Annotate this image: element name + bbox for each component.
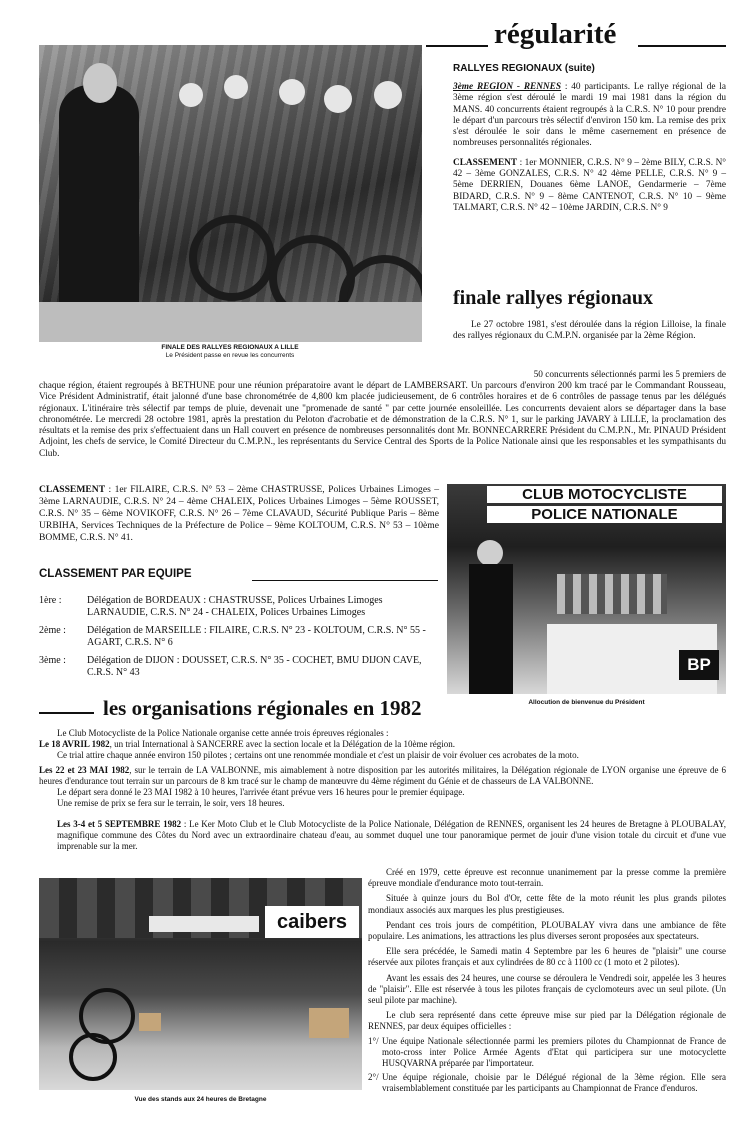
subtitle-rallyes: RALLYES REGIONAUX (suite) <box>453 63 595 74</box>
title-rule-right <box>638 45 726 47</box>
event3-text: : Le Ker Moto Club et le Club Motocycliste de la Police Nationale, Délégation de RENNES, organisent les 24 heures de Bretagne à PLOUBALAY, magnifique commune des Côtes du Nord avec un extraordinaire chateau d'eau, au sommet duquel une tour panoramique permet de jouir d'une vision totale du circuit et d'une vue imprenable sur la mer. <box>57 819 726 852</box>
event2-detail: Le départ sera donné le 23 MAI 1982 à 10 heures, l'arrivée étant prévue vers 16 heures pour le premier équipage. <box>57 787 465 798</box>
event1-detail: Ce trial attire chaque année environ 150 pilotes ; certains ont une renommée mondiale et c'est un plaisir de voir évoluer ces acrobates de la moto. <box>57 750 579 761</box>
finale-title: finale rallyes régionaux <box>453 287 653 309</box>
event3-date: Les 3-4 et 5 SEPTEMBRE 1982 <box>57 819 182 829</box>
region3-classement: : 1er MONNIER, C.R.S. N° 9 – 2ème BILY, C.R.S. N° 42 – 3ème GONZALES, C.R.S. N° 42 4ème PELLE, C.R.S. N° 9 – 5ème DERRIEN, Douanes 6ème LANOE, Gendarmerie – 7ème BIDARD, C.R.S. N° 9 – 8ème CANTENOT, C.R.S. N° 10 – 9ème TALMART, C.R.S. N° 42 – 10ème JARDIN, C.R.S. N° 9 <box>453 157 727 213</box>
finale-intro: Le 27 octobre 1981, s'est déroulée dans la région Lilloise, la finale des rallyes régionaux du C.M.P.N. organisée par la 2ème Région. <box>453 320 726 342</box>
orga-rule <box>39 712 94 714</box>
event3-p5: Avant les essais des 24 heures, une course se déroulera le Vendredi soir, appelée les 3 heures de "plaisir". Elle est réservée à tous les pilotes français de cyclomoteurs avec un seul pilote. (Un seul pilote par machine). <box>368 972 726 1006</box>
team-item <box>368 1036 726 1070</box>
event3-p1: Créé en 1979, cette épreuve est reconnue unanimement par la presse comme la première épreuve mondiale d'endurance moto tout-terrain. <box>368 867 726 889</box>
finale-para: chaque région, étaient regroupés à BETHUNE pour une réunion préparatoire avant le départ de LAMBERSART. Un parcours d'environ 200 km tracé par le Commandant Rousseau, Vice Président Administratif, était jalonné d'une base chronométrée de 4,800 km placée judicieusement, de 6 contrôles horaires et de 6 contrôles de passage tenus par les délégués régionaux. L'itinéraire très sélectif par temps de pluie, devenait une "promenade de santé " par cette journée ensoleillée. Les concurrents devaient alors se départager dans la base chronométrée. Le mercredi 28 octobre 1981, après la prestation du Peloton d'acrobatie et de démonstration de la C.R.S. N° 1, sur le parking JAVARY à LILLE, la proclamation des résultats et la remise des prix s'effectuaient dans un Hall couvert en présence de nombreuses personnalités dont Mr. BONNECARRERE Président du C.M.P.N., Mr. PINAUD Président Adjoint, les chefs de service, le Comité Directeur du C.M.P.N., les représentants du Service Central des Sports de la Police Nationale ainsi que les responsables et les sympathisants du Club. <box>39 381 726 459</box>
team-text: Une équipe Nationale sélectionnée parmi les premiers pilotes du Championnat de France de moto-cross inter Police Armée Agents d'Etat qui participera sur une motocyclette HUSQVARNA préparée par l'importateur. <box>382 1035 726 1069</box>
banner-caibers: caibers <box>265 906 359 938</box>
event2-date: Les 22 et 23 MAI 1982 <box>39 764 130 775</box>
equipe-rank: 2ème : <box>39 625 66 636</box>
region3-text: : 40 participants. Le rallye régional de la 3ème région s'est déroulé le mardi 19 mai 1981 dans la région du MANS. 40 concurrents étaient regroupés à la C.R.S. N° 10 pour prendre le départ d'un parcours très sélectif d'environ 150 km. La remise des prix s'est déroulée le soir dans le même casernement en présence de nombreuses personnalités régionales. <box>453 82 726 149</box>
team-text: Une équipe régionale, choisie par le Délégué régional de la 3ème région. Elle sera vraisemblablement constituée par les participants au Championnat de France d'enduros. <box>382 1072 726 1094</box>
event3-p3: Pendant ces trois jours de compétition, PLOUBALAY vivra dans une ambiance de fête populaire. Les animations, les attractions les plus diverses seront proposées aux spectateurs. <box>368 919 726 942</box>
finale-classement: : 1er FILAIRE, C.R.S. N° 53 – 2ème CHASTRUSSE, Polices Urbaines Limoges – 3ème LARNAUDIE, C.R.S. N° 24 – 4ème CHALEIX, Polices Urbaines Limoges – 5ème ROUSSET, C.R.S. N° 35 – 6ème NOVIKOFF, C.R.S. N° 26 – 7ème CLAVAUD, Sécurité Publique Paris – 8ème URBIHA, Services Techniques de la Préfecture de Police – 9ème KOLTOUM, C.R.S. N° 53 – 10ème BOMME, C.R.S. N° 41. <box>39 484 439 543</box>
finale-para-start: 50 concurrents sélectionnés parmi les 5 premiers de <box>533 370 726 380</box>
equipe-text: Délégation de DIJON : DOUSSET, C.R.S. N° 35 - COCHET, BMU DIJON CAVE, C.R.S. N° 43 <box>87 655 422 678</box>
equipe-row <box>39 655 439 679</box>
event3-p4: Elle sera précédée, le Samedi matin 4 Septembre par les 6 heures de "plaisir" une course réservée aux pilotes français et aux cylindrées de 80 cc à 1100 cc (1 moto et 2 pilotes). <box>368 946 726 968</box>
event3-p2: Située à quinze jours du Bol d'Or, cette fête de la moto réunit les plus grands pilotes mondiaux associés aux marques les plus prestigieuses. <box>368 893 726 915</box>
equipe-rank: 3ème : <box>39 655 66 666</box>
region3-classement-label: CLASSEMENT <box>453 157 518 168</box>
caption-line-2: Le Président passe en revue les concurrents <box>165 352 295 359</box>
bp-sign: BP <box>679 650 719 680</box>
equipe-rule <box>252 580 438 581</box>
event3-p6: Le club sera représenté dans cette épreuve mise sur pied par la Délégation régionale de RENNES, par deux équipes officielles : <box>368 1010 726 1032</box>
finale-classement-label: CLASSEMENT <box>39 484 106 495</box>
region3-block <box>453 82 726 214</box>
orga-intro: Le Club Motocycliste de la Police Nationale organise cette année trois épreuves régionales : <box>57 728 389 738</box>
caption-line-1: FINALE DES RALLYES REGIONAUX A LILLE <box>161 344 299 351</box>
event2-prize: Une remise de prix se fera sur le terrain, le soir, vers 18 heures. <box>57 798 285 809</box>
orga-top-block <box>39 728 726 809</box>
equipe-rank: 1ère : <box>39 595 62 606</box>
team-number: 1°/ <box>368 1035 379 1046</box>
team-number: 2°/ <box>368 1072 379 1083</box>
equipe-text: Délégation de BORDEAUX : CHASTRUSSE, Polices Urbaines Limoges LARNAUDIE, C.R.S. N° 24 - CHALEIX, Polices Urbaines Limoges <box>87 595 383 618</box>
banner-club: CLUB MOTOCYCLISTE <box>487 486 722 503</box>
photo-finale-lille <box>39 45 422 342</box>
photo-stands <box>39 878 362 1090</box>
photo-allocution <box>447 484 726 694</box>
title-rule-left <box>426 45 488 47</box>
orga-title: les organisations régionales en 1982 <box>103 696 422 720</box>
team-item <box>368 1072 726 1094</box>
banner-police: POLICE NATIONALE <box>487 506 722 523</box>
event2-text: , sur le terrain de LA VALBONNE, mis aimablement à notre disposition par les autorités militaires, la Délégation régionale de LYON organise une épreuve de 6 heures d'endurance tout terrain sur un parcours de 8 km tracé sur le champ de manœuvre du 4ème régiment du Génie et de chasseurs de LA VALBONNE. <box>39 764 726 786</box>
equipe-list <box>39 595 439 685</box>
finale-classement-block <box>39 484 439 544</box>
equipe-title: CLASSEMENT PAR EQUIPE <box>39 568 192 580</box>
equipe-row <box>39 595 439 619</box>
event3-block <box>57 819 726 853</box>
photo-allocution-caption: Allocution de bienvenue du Président <box>528 699 645 706</box>
photo-finale-caption <box>100 344 360 360</box>
event3-details <box>368 867 726 1095</box>
event1-text: , un trial International à SANCERRE avec la section locale et la Délégation de la 10ème région. <box>109 739 455 750</box>
section-title-regularite: régularité <box>494 18 617 50</box>
equipe-text: Délégation de MARSEILLE : FILAIRE, C.R.S. N° 23 - KOLTOUM, C.R.S. N° 55 - AGART, C.R.S. N° 6 <box>87 625 426 648</box>
event1-date: Le 18 AVRIL 1982 <box>39 739 110 750</box>
equipe-row <box>39 625 439 649</box>
region3-lead: 3ème REGION - RENNES <box>453 82 562 92</box>
photo-stands-caption: Vue des stands aux 24 heures de Bretagne <box>134 1096 267 1103</box>
